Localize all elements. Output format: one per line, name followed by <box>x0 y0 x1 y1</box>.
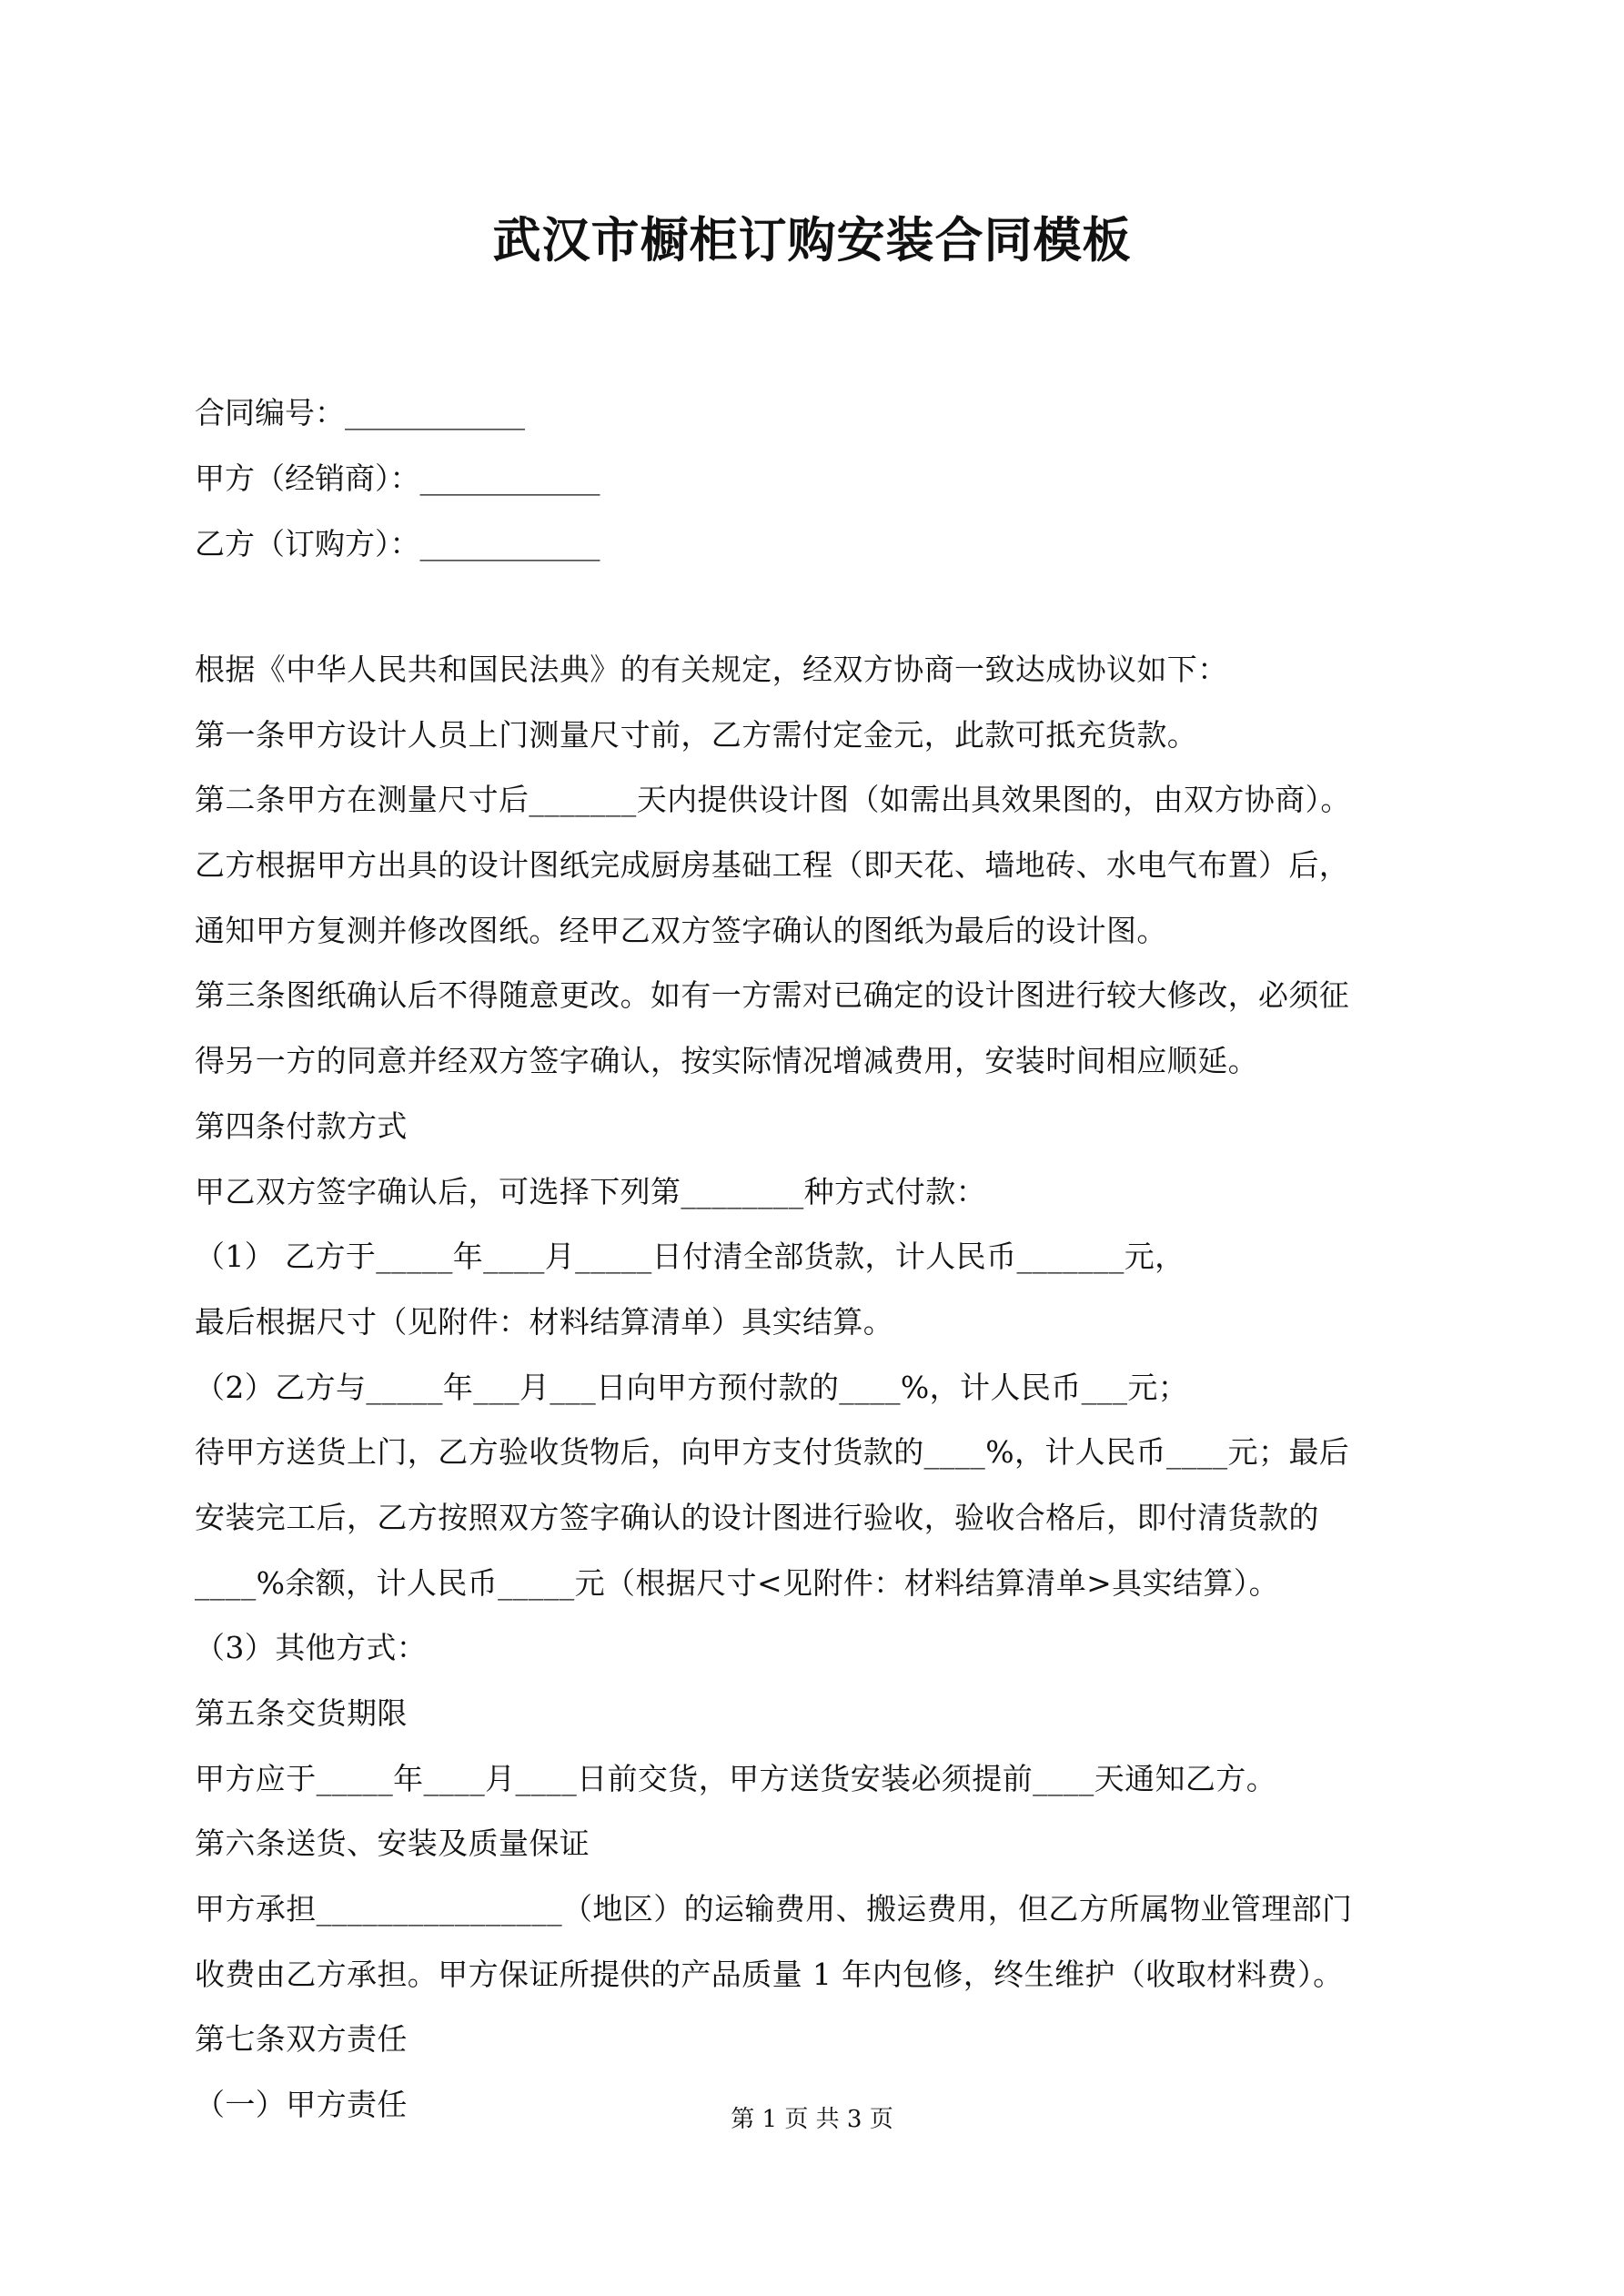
body-line: 第六条送货、安装及质量保证 <box>195 1826 590 1862</box>
contract-number-field: 合同编号：____________ <box>195 395 525 430</box>
body-line: 收费由乙方承担。甲方保证所提供的产品质量 1 年内包修，终生维护（收取材料费）。 <box>195 1956 1344 1992</box>
party-b-field: 乙方（订购方）：____________ <box>195 526 600 561</box>
contract-header-fields <box>195 380 1468 577</box>
body-line: 根据《中华人民共和国民法典》的有关规定，经双方协商一致达成协议如下： <box>195 652 1228 687</box>
body-line: 第七条双方责任 <box>195 2021 408 2058</box>
body-line: （2）乙方与_____年___月___日向甲方预付款的____%，计人民币___元； <box>195 1369 1189 1405</box>
body-line: 甲乙双方签字确认后，可选择下列第________种方式付款： <box>195 1173 986 1209</box>
party-a-field: 甲方（经销商）：____________ <box>195 460 600 496</box>
body-line: 甲方应于_____年____月____日前交货，甲方送货安装必须提前____天通知乙方。 <box>195 1760 1277 1796</box>
body-line: 第一条甲方设计人员上门测量尺寸前，乙方需付定金元，此款可抵充货款。 <box>195 716 1198 753</box>
body-line: 得另一方的同意并经双方签字确认，按实际情况增减费用，安装时间相应顺延。 <box>195 1043 1258 1079</box>
body-line: 乙方根据甲方出具的设计图纸完成厨房基础工程（即天花、墙地砖、水电气布置）后， <box>195 847 1350 884</box>
body-line: 第三条图纸确认后不得随意更改。如有一方需对已确定的设计图进行较大修改，必须征 <box>195 977 1350 1014</box>
body-line: 待甲方送货上门，乙方验收货物后，向甲方支付货款的____%，计人民币____元；最后 <box>195 1434 1350 1471</box>
contract-body <box>195 637 1441 2138</box>
body-line: 通知甲方复测并修改图纸。经甲乙双方签字确认的图纸为最后的设计图。 <box>195 912 1167 948</box>
body-line: 第五条交货期限 <box>195 1695 408 1731</box>
document-title: 武汉市橱柜订购安装合同模板 <box>492 212 1132 268</box>
body-line: （3）其他方式： <box>195 1630 428 1666</box>
body-line: 第二条甲方在测量尺寸后_______天内提供设计图（如需出具效果图的，由双方协商）。 <box>195 782 1351 818</box>
body-line: （一）甲方责任 <box>195 2087 408 2123</box>
body-line: （1） 乙方于_____年____月_____日付清全部货款，计人民币_______元， <box>195 1239 1185 1275</box>
page-number-footer: 第 1 页 共 3 页 <box>731 2106 893 2133</box>
body-line: ____%余额，计人民币_____元（根据尺寸<见附件：材料结算清单>具实结算）。 <box>195 1564 1280 1601</box>
body-line: 甲方承担________________（地区）的运输费用、搬运费用，但乙方所属物业管理部门 <box>195 1891 1353 1927</box>
body-line: 最后根据尺寸（见附件：材料结算清单）具实结算。 <box>195 1303 894 1340</box>
body-line: 第四条付款方式 <box>195 1108 408 1144</box>
body-line: 安装完工后，乙方按照双方签字确认的设计图进行验收，验收合格后，即付清货款的 <box>195 1499 1319 1535</box>
